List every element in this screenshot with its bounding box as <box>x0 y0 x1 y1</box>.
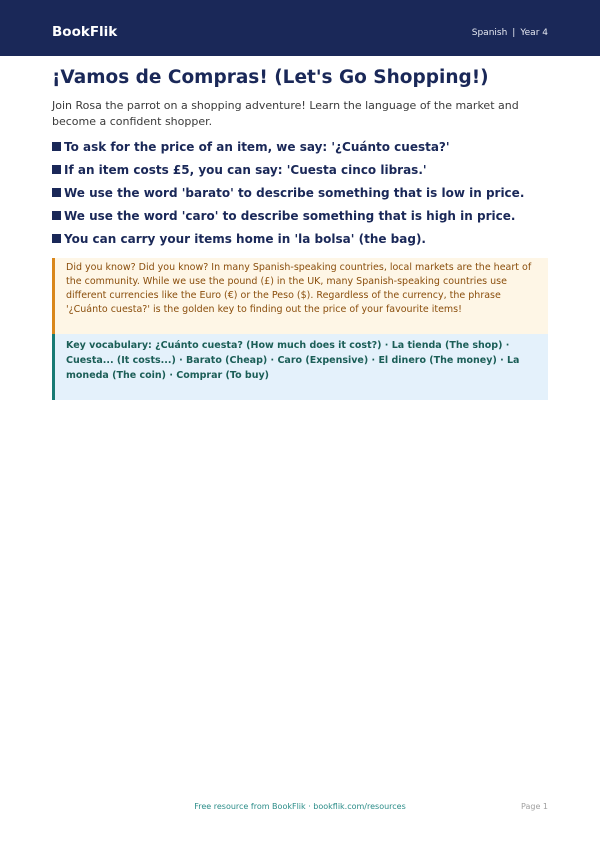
square-bullet-icon <box>52 165 61 174</box>
subject-label: Spanish <box>471 28 508 38</box>
fact-list <box>52 135 552 250</box>
fact-text: If an item costs £5, you can say: 'Cuesta cinco libras.' <box>64 162 427 177</box>
square-bullet-icon <box>52 234 61 243</box>
fact-item <box>52 204 552 227</box>
page-title: ¡Vamos de Compras! (Let's Go Shopping!) <box>52 67 489 88</box>
fact-item <box>52 181 552 204</box>
key-vocabulary-text: Key vocabulary: ¿Cuánto cuesta? (How much does it cost?) · La tienda (The shop) · Cuesta... (It costs...) · Barato (Cheap) · Caro (Expensive) · El dinero (The money) · La moneda (The coin) · Comprar (To buy) <box>66 340 520 381</box>
did-you-know-callout <box>52 258 548 334</box>
footer-credit: Free resource from BookFlik · bookflik.com/resources <box>194 802 406 811</box>
fact-item <box>52 135 552 158</box>
top-bar <box>0 0 600 56</box>
square-bullet-icon <box>52 211 61 220</box>
subject-meta <box>472 27 548 39</box>
did-you-know-text: Did you know? Did you know? In many Spanish-speaking countries, local markets are the heart of the community. While we use the pound (£) in the UK, many Spanish-speaking countries use different currencies like the Euro (€) or the Peso ($). Regardless of the currency, the phrase '¿Cuánto cuesta?' is the golden key to finding out the price of your favourite items! <box>66 262 532 315</box>
page-number: Page 1 <box>521 802 548 811</box>
fact-item <box>52 227 552 250</box>
square-bullet-icon <box>52 188 61 197</box>
fact-text: You can carry your items home in 'la bolsa' (the bag). <box>64 231 426 246</box>
key-vocabulary-box <box>52 334 548 400</box>
fact-text: To ask for the price of an item, we say: '¿Cuánto cuesta?' <box>64 139 450 154</box>
fact-text: We use the word 'barato' to describe something that is low in price. <box>64 185 525 200</box>
square-bullet-icon <box>52 142 61 151</box>
fact-item <box>52 158 552 181</box>
meta-separator: | <box>512 28 516 38</box>
level-label: Year 4 <box>520 28 548 38</box>
brand-logo: BookFlik <box>52 24 118 40</box>
intro-text: Join Rosa the parrot on a shopping adventure! Learn the language of the market and become a confident shopper. <box>52 99 519 128</box>
fact-text: We use the word 'caro' to describe something that is high in price. <box>64 208 516 223</box>
